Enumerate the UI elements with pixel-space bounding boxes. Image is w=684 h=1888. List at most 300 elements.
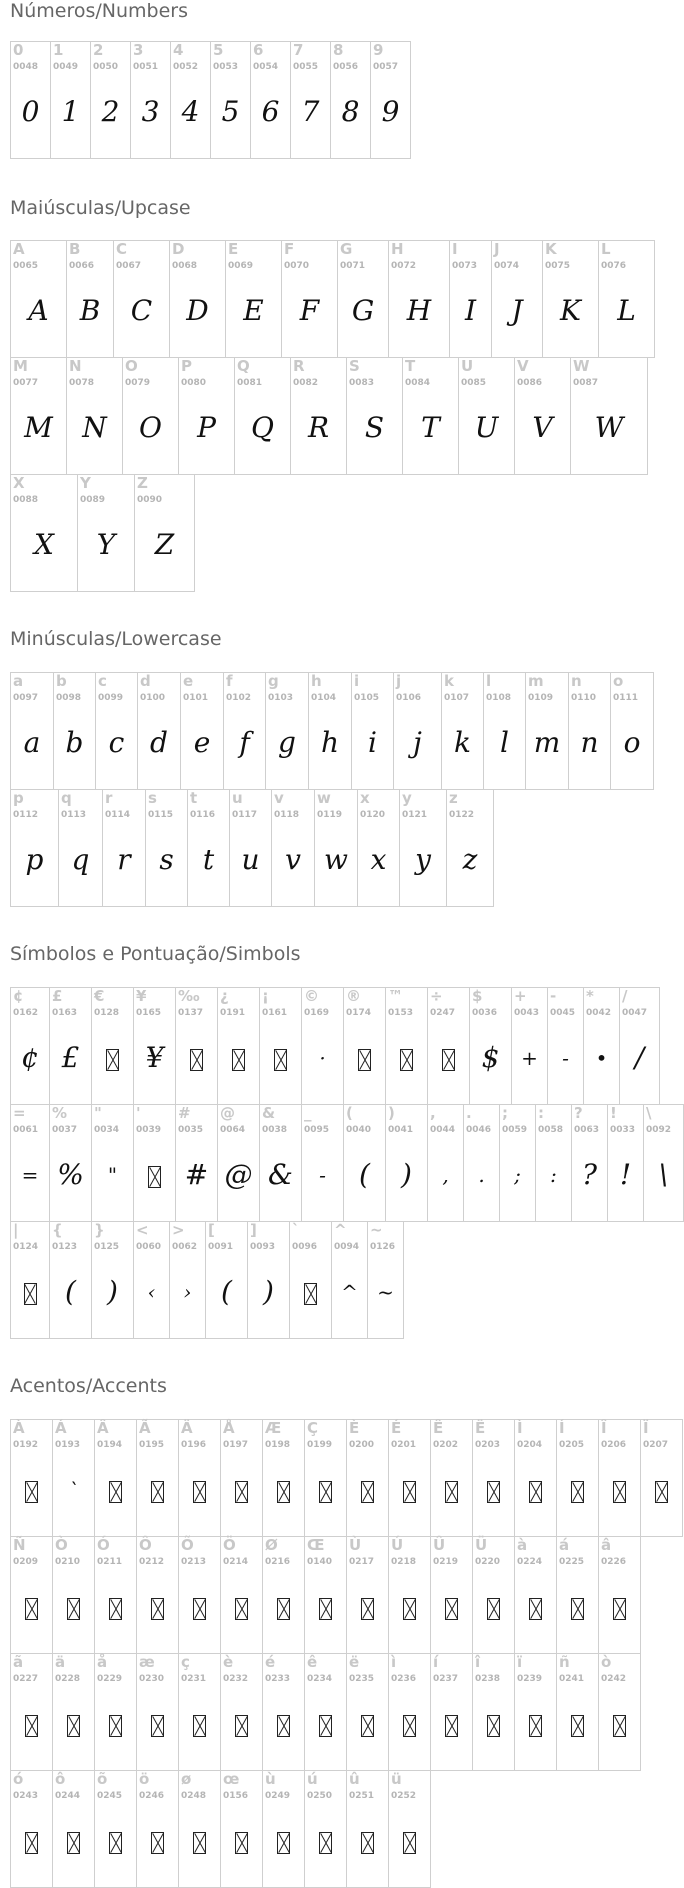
- glyph-code: 0055: [293, 62, 319, 72]
- glyph-sample: Y: [96, 528, 116, 561]
- missing-glyph-icon: [487, 1598, 500, 1620]
- missing-glyph-icon: [319, 1715, 332, 1737]
- glyph-code: 0218: [391, 1557, 417, 1567]
- glyph-sample: z: [462, 843, 478, 876]
- glyph-character: Õ: [181, 1536, 194, 1554]
- glyph-cell: [472, 1653, 515, 1771]
- glyph-code: 0057: [373, 62, 399, 72]
- missing-glyph-icon: [445, 1598, 458, 1620]
- glyph-cell: [10, 1770, 53, 1888]
- glyph-character: W: [573, 357, 590, 375]
- glyph-character: ú: [307, 1770, 318, 1788]
- glyph-sample: [53, 1704, 94, 1744]
- glyph-sample: [344, 1038, 385, 1078]
- glyph-code: 0122: [449, 810, 475, 820]
- glyph-sample: Z: [154, 528, 175, 561]
- missing-glyph-icon: [106, 1049, 119, 1071]
- glyph-character: h: [311, 672, 322, 690]
- glyph-cell: [134, 474, 195, 592]
- glyph-cell: [571, 1104, 608, 1222]
- missing-glyph-icon: [319, 1481, 332, 1503]
- glyph-character: T: [405, 357, 416, 375]
- glyph-code: 0096: [292, 1242, 318, 1252]
- glyph-code: 0104: [311, 693, 337, 703]
- glyph-character: z: [449, 789, 458, 807]
- glyph-code: 0108: [486, 693, 512, 703]
- missing-glyph-icon: [151, 1715, 164, 1737]
- glyph-sample: A: [28, 294, 49, 327]
- missing-glyph-icon: [193, 1832, 206, 1854]
- glyph-character: ;: [502, 1104, 508, 1122]
- glyph-character: l: [486, 672, 492, 690]
- glyph-sample: [515, 1704, 556, 1744]
- glyph-sample: [515, 1587, 556, 1627]
- missing-glyph-icon: [361, 1715, 374, 1737]
- glyph-cell: [10, 474, 78, 592]
- glyph-code: 0115: [148, 810, 174, 820]
- glyph-row: [10, 987, 659, 1105]
- glyph-sample: [53, 1587, 94, 1627]
- glyph-cell: [259, 1104, 302, 1222]
- glyph-character: æ: [139, 1653, 155, 1671]
- glyph-cell: [388, 1419, 431, 1537]
- glyph-code: 0201: [391, 1440, 417, 1450]
- glyph-cell: [50, 41, 91, 159]
- glyph-cell: [94, 1536, 137, 1654]
- glyph-code: 0052: [173, 62, 199, 72]
- glyph-code: 0097: [13, 693, 39, 703]
- glyph-character: g: [268, 672, 279, 690]
- glyph-character: +: [514, 987, 527, 1005]
- glyph-sample: e: [193, 726, 211, 759]
- glyph-cell: [610, 672, 654, 790]
- glyph-character: ': [136, 1104, 141, 1122]
- missing-glyph-icon: [109, 1481, 122, 1503]
- glyph-sample: v: [285, 843, 301, 876]
- glyph-row: [10, 1419, 682, 1537]
- missing-glyph-icon: [361, 1598, 374, 1620]
- glyph-code: 0249: [265, 1791, 291, 1801]
- missing-glyph-icon: [109, 1832, 122, 1854]
- glyph-sample: 5: [221, 95, 240, 128]
- glyph-code: 0209: [13, 1557, 39, 1567]
- glyph-sample: K: [560, 294, 581, 327]
- glyph-cell: [220, 1653, 263, 1771]
- missing-glyph-icon: [358, 1049, 371, 1071]
- glyph-code: 0204: [517, 1440, 543, 1450]
- glyph-character: E: [228, 240, 239, 258]
- glyph-sample: H: [406, 294, 432, 327]
- missing-glyph-icon: [529, 1481, 542, 1503]
- glyph-sample: [473, 1470, 514, 1510]
- glyph-code: 0059: [502, 1125, 528, 1135]
- glyph-cell: [178, 1419, 221, 1537]
- glyph-character: A: [13, 240, 25, 258]
- glyph-code: 0072: [391, 261, 417, 271]
- glyph-code: 0118: [274, 810, 300, 820]
- glyph-character: å: [97, 1653, 108, 1671]
- glyph-code: 0191: [220, 1008, 246, 1018]
- glyph-code: 0207: [643, 1440, 669, 1450]
- glyph-sample: [221, 1821, 262, 1861]
- glyph-sample: ,: [442, 1163, 449, 1187]
- glyph-cell: [145, 789, 188, 907]
- missing-glyph-icon: [151, 1481, 164, 1503]
- missing-glyph-icon: [277, 1715, 290, 1737]
- glyph-character: N: [69, 357, 82, 375]
- glyph-code: 0080: [181, 378, 207, 388]
- glyph-cell: [289, 1221, 332, 1339]
- missing-glyph-icon: [571, 1715, 584, 1737]
- glyph-character: P: [181, 357, 192, 375]
- glyph-character: k: [444, 672, 454, 690]
- glyph-sample: `: [68, 1478, 79, 1502]
- glyph-code: 0247: [430, 1008, 456, 1018]
- glyph-cell: [643, 1104, 684, 1222]
- glyph-character: q: [61, 789, 72, 807]
- glyph-cell: [10, 672, 54, 790]
- glyph-sample: d: [150, 726, 168, 759]
- glyph-character: ÷: [430, 987, 443, 1005]
- glyph-sample: C: [130, 294, 153, 327]
- glyph-character: \: [646, 1104, 652, 1122]
- glyph-character: ö: [139, 1770, 150, 1788]
- glyph-cell: [133, 1104, 176, 1222]
- glyph-sample: [599, 1587, 640, 1627]
- glyph-sample: u: [241, 843, 260, 876]
- glyph-code: 0213: [181, 1557, 207, 1567]
- glyph-sample: V: [532, 411, 553, 444]
- glyph-character: ": [94, 1104, 102, 1122]
- glyph-character: ®: [346, 987, 361, 1005]
- glyph-cell: [542, 240, 599, 358]
- missing-glyph-icon: [277, 1598, 290, 1620]
- glyph-sample: ¢: [21, 1041, 39, 1074]
- glyph-code: 0192: [13, 1440, 39, 1450]
- glyph-code: 0244: [55, 1791, 81, 1801]
- glyph-character: 3: [133, 41, 144, 59]
- missing-glyph-icon: [67, 1832, 80, 1854]
- glyph-sample: [557, 1470, 598, 1510]
- glyph-character: o: [613, 672, 624, 690]
- glyph-sample: n: [580, 726, 599, 759]
- glyph-character: €: [94, 987, 105, 1005]
- missing-glyph-icon: [403, 1715, 416, 1737]
- glyph-cell: [178, 1770, 221, 1888]
- glyph-cell: [388, 1536, 431, 1654]
- glyph-character: ô: [55, 1770, 66, 1788]
- glyph-character: Ü: [475, 1536, 488, 1554]
- glyph-sample: J: [511, 294, 523, 327]
- glyph-code: 0195: [139, 1440, 165, 1450]
- glyph-code: 0169: [304, 1008, 330, 1018]
- glyph-sample: =: [21, 1163, 39, 1187]
- glyph-character: è: [223, 1653, 234, 1671]
- glyph-sample: -: [319, 1163, 326, 1187]
- glyph-code: 0102: [226, 693, 252, 703]
- missing-glyph-icon: [571, 1481, 584, 1503]
- glyph-character: Å: [223, 1419, 235, 1437]
- glyph-character: ù: [265, 1770, 276, 1788]
- glyph-character: ø: [181, 1770, 192, 1788]
- glyph-sample: %: [57, 1158, 84, 1191]
- glyph-code: 0239: [517, 1674, 543, 1684]
- glyph-character: ò: [601, 1653, 612, 1671]
- glyph-cell: [102, 789, 146, 907]
- glyph-cell: [262, 1536, 305, 1654]
- glyph-cell: [94, 1653, 137, 1771]
- glyph-sample: [347, 1821, 388, 1861]
- glyph-character: é: [265, 1653, 276, 1671]
- glyph-cell: [91, 1104, 134, 1222]
- glyph-character: *: [586, 987, 594, 1005]
- glyph-cell: [430, 1419, 473, 1537]
- glyph-character: 8: [333, 41, 344, 59]
- glyph-cell: [180, 672, 224, 790]
- glyph-code: 0196: [181, 1440, 207, 1450]
- glyph-sample: [389, 1821, 430, 1861]
- glyph-sample: [11, 1587, 52, 1627]
- glyph-code: 0205: [559, 1440, 585, 1450]
- glyph-character: Ë: [475, 1419, 486, 1437]
- glyph-sample: X: [34, 528, 54, 561]
- glyph-sample: q: [71, 843, 90, 876]
- glyph-character: c: [98, 672, 107, 690]
- glyph-code: 0037: [52, 1125, 78, 1135]
- glyph-code: 0251: [349, 1791, 375, 1801]
- missing-glyph-icon: [151, 1832, 164, 1854]
- glyph-character: -: [550, 987, 557, 1005]
- glyph-character: ?: [574, 1104, 583, 1122]
- glyph-code: 0051: [133, 62, 159, 72]
- glyph-sample: [11, 1704, 52, 1744]
- glyph-code: 0085: [461, 378, 487, 388]
- glyph-cell: [220, 1536, 263, 1654]
- glyph-sample: r: [117, 843, 131, 876]
- glyph-cell: [262, 1653, 305, 1771]
- glyph-code: 0050: [93, 62, 119, 72]
- glyph-cell: [262, 1419, 305, 1537]
- glyph-cell: [10, 1536, 53, 1654]
- glyph-code: 0058: [538, 1125, 564, 1135]
- glyph-sample: [95, 1587, 136, 1627]
- glyph-cell: [10, 789, 59, 907]
- glyph-cell: [514, 1653, 557, 1771]
- glyph-character: s: [148, 789, 157, 807]
- glyph-sample: ·: [319, 1046, 326, 1070]
- glyph-character: %: [52, 1104, 68, 1122]
- glyph-code: 0084: [405, 378, 431, 388]
- glyph-character: =: [13, 1104, 26, 1122]
- glyph-cell: [175, 987, 218, 1105]
- glyph-cell: [547, 987, 584, 1105]
- glyph-sample: ~: [377, 1280, 394, 1304]
- glyph-cell: [388, 240, 450, 358]
- glyph-sample: g: [278, 726, 296, 759]
- glyph-sample: [92, 1038, 133, 1078]
- glyph-character: Ñ: [13, 1536, 26, 1554]
- glyph-cell: [556, 1536, 599, 1654]
- glyph-code: 0073: [452, 261, 478, 271]
- glyph-code: 0106: [396, 693, 422, 703]
- glyph-sample: -: [562, 1046, 569, 1070]
- glyph-cell: [225, 240, 282, 358]
- glyph-code: 0117: [232, 810, 258, 820]
- glyph-character: Í: [559, 1419, 565, 1437]
- glyph-cell: [314, 789, 358, 907]
- missing-glyph-icon: [190, 1049, 203, 1071]
- glyph-row: [10, 41, 410, 159]
- glyph-character: 2: [93, 41, 104, 59]
- glyph-code: 0212: [139, 1557, 165, 1567]
- missing-glyph-icon: [487, 1481, 500, 1503]
- glyph-character: û: [349, 1770, 360, 1788]
- missing-glyph-icon: [529, 1715, 542, 1737]
- glyph-character: S: [349, 357, 360, 375]
- glyph-cell: [187, 789, 230, 907]
- glyph-cell: [331, 1221, 368, 1339]
- glyph-cell: [10, 240, 67, 358]
- missing-glyph-icon: [24, 1283, 37, 1305]
- glyph-character: ¿: [220, 987, 229, 1005]
- glyph-cell: [52, 1770, 95, 1888]
- glyph-code: 0235: [349, 1674, 375, 1684]
- glyph-character: K: [545, 240, 557, 258]
- glyph-code: 0216: [265, 1557, 291, 1567]
- missing-glyph-icon: [403, 1481, 416, 1503]
- glyph-character: Â: [97, 1419, 109, 1437]
- glyph-character: Á: [55, 1419, 67, 1437]
- glyph-character: ): [388, 1104, 395, 1122]
- glyph-code: 0093: [250, 1242, 276, 1252]
- glyph-sample: [599, 1470, 640, 1510]
- glyph-sample: [431, 1587, 472, 1627]
- missing-glyph-icon: [277, 1481, 290, 1503]
- glyph-code: 0078: [69, 378, 95, 388]
- glyph-sample: [137, 1821, 178, 1861]
- glyph-sample: [428, 1038, 469, 1078]
- glyph-character: ó: [13, 1770, 24, 1788]
- glyph-code: 0119: [317, 810, 343, 820]
- glyph-sample: N: [82, 411, 107, 444]
- glyph-sample: [599, 1704, 640, 1744]
- glyph-cell: [95, 672, 138, 790]
- glyph-code: 0233: [265, 1674, 291, 1684]
- glyph-sample: [305, 1470, 346, 1510]
- glyph-sample: [431, 1470, 472, 1510]
- glyph-code: 0242: [601, 1674, 627, 1684]
- missing-glyph-icon: [487, 1715, 500, 1737]
- glyph-character: p: [13, 789, 24, 807]
- glyph-cell: [290, 357, 347, 475]
- glyph-sample: [179, 1704, 220, 1744]
- missing-glyph-icon: [361, 1832, 374, 1854]
- missing-glyph-icon: [25, 1481, 38, 1503]
- glyph-sample: [347, 1470, 388, 1510]
- glyph-row: [10, 1221, 403, 1339]
- missing-glyph-icon: [235, 1598, 248, 1620]
- glyph-cell: [458, 357, 515, 475]
- glyph-character: Ã: [139, 1419, 151, 1437]
- glyph-character: Ä: [181, 1419, 193, 1437]
- glyph-code: 0062: [172, 1242, 198, 1252]
- glyph-code: 0241: [559, 1674, 585, 1684]
- missing-glyph-icon: [445, 1715, 458, 1737]
- glyph-code: 0091: [208, 1242, 234, 1252]
- glyph-cell: [170, 41, 211, 159]
- glyph-cell: [301, 1104, 344, 1222]
- glyph-character: n: [571, 672, 582, 690]
- glyph-code: 0090: [137, 495, 163, 505]
- glyph-sample: (: [221, 1275, 232, 1308]
- glyph-character: ^: [334, 1221, 347, 1239]
- glyph-character: |: [13, 1221, 19, 1239]
- glyph-character: i: [354, 672, 360, 690]
- glyph-sample: [305, 1587, 346, 1627]
- glyph-cell: [511, 987, 548, 1105]
- glyph-character: L: [601, 240, 611, 258]
- glyph-code: 0099: [98, 693, 124, 703]
- glyph-character: 1: [53, 41, 64, 59]
- glyph-sample: 9: [381, 95, 400, 128]
- glyph-cell: [91, 987, 134, 1105]
- missing-glyph-icon: [613, 1715, 626, 1737]
- glyph-code: 0064: [220, 1125, 246, 1135]
- glyph-cell: [205, 1221, 248, 1339]
- glyph-cell: [130, 41, 171, 159]
- glyph-cell: [598, 1419, 641, 1537]
- glyph-character: Û: [433, 1536, 446, 1554]
- glyph-cell: [469, 987, 512, 1105]
- glyph-cell: [330, 41, 371, 159]
- missing-glyph-icon: [403, 1598, 416, 1620]
- glyph-code: 0082: [293, 378, 319, 388]
- glyph-sample: h: [320, 726, 340, 759]
- glyph-code: 0153: [388, 1008, 414, 1018]
- glyph-code: 0048: [13, 62, 39, 72]
- glyph-sample: [347, 1704, 388, 1744]
- glyph-cell: [399, 789, 447, 907]
- glyph-sample: [221, 1704, 262, 1744]
- glyph-code: 0041: [388, 1125, 414, 1135]
- glyph-character: â: [601, 1536, 612, 1554]
- glyph-sample: •: [595, 1046, 608, 1070]
- glyph-sample: [305, 1821, 346, 1861]
- glyph-cell: [472, 1419, 515, 1537]
- glyph-character: ~: [370, 1221, 383, 1239]
- glyph-character: œ: [223, 1770, 240, 1788]
- glyph-character: B: [69, 240, 81, 258]
- glyph-cell: [346, 357, 403, 475]
- glyph-cell: [178, 1653, 221, 1771]
- glyph-code: 0121: [402, 810, 428, 820]
- glyph-sample: ‹: [147, 1280, 156, 1304]
- glyph-code: 0056: [333, 62, 359, 72]
- glyph-character: !: [610, 1104, 617, 1122]
- missing-glyph-icon: [25, 1715, 38, 1737]
- glyph-cell: [427, 1104, 464, 1222]
- glyph-character: X: [13, 474, 25, 492]
- glyph-code: 0054: [253, 62, 279, 72]
- glyph-character: à: [517, 1536, 528, 1554]
- glyph-sample: s: [159, 843, 174, 876]
- glyph-sample: ›: [183, 1280, 192, 1304]
- section-title-symbols: Símbolos e Pontuação/Simbols: [10, 943, 301, 965]
- glyph-cell: [91, 1221, 134, 1339]
- glyph-sample: [557, 1587, 598, 1627]
- glyph-character: ë: [349, 1653, 360, 1671]
- glyph-sample: T: [421, 411, 440, 444]
